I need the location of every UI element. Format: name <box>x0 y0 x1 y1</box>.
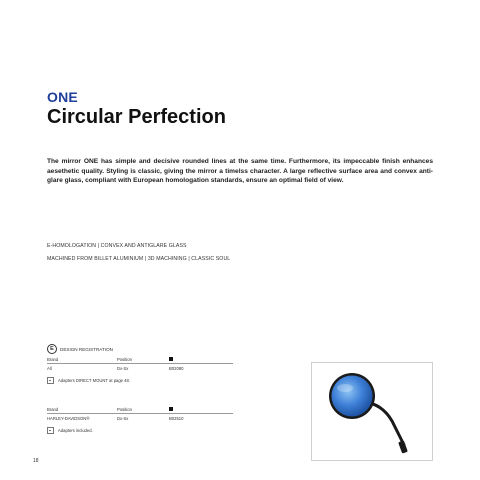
registration-icon: E <box>47 344 57 354</box>
feature-line-2: MACHINED FROM BILLET ALUMINIUM | 3D MACHINING | CLASSIC SOUL <box>47 256 231 262</box>
feature-line-1: E-HOMOLOGATION | CONVEX AND ANTIGLARE GLASS <box>47 243 187 249</box>
table-note <box>47 426 233 434</box>
note-icon <box>47 427 54 434</box>
cell-code: B02510 <box>169 415 184 421</box>
cell-brand: HARLEY-DAVIDSON® <box>47 415 90 421</box>
table-header <box>47 355 233 364</box>
cell-brand: All <box>47 365 52 371</box>
table-row <box>47 364 233 372</box>
table-row <box>47 414 233 422</box>
product-description: The mirror ONE has simple and decisive rounded lines at the same time. Furthermore, its impeccable finish enhances aesethetic quality. Styling is classic, giving the mirror a timelss character. A large reflective surface area and convex anti-glare glass, compliant with European homologation standards, ensure an optimal field of view. <box>47 158 433 185</box>
header-code-icon <box>169 407 189 412</box>
page-title: Circular Perfection <box>47 106 226 128</box>
header-position: Position <box>117 406 132 412</box>
table-header <box>47 405 233 414</box>
table-note <box>47 376 233 384</box>
product-table-2 <box>47 405 233 434</box>
cell-position: Dx-Sx <box>117 365 129 371</box>
cell-position: Dx-Sx <box>117 415 129 421</box>
note-text: Adapters DIRECT MOUNT at page 48. <box>58 377 130 383</box>
mirror-image <box>312 363 432 460</box>
page-number: 18 <box>33 458 39 464</box>
note-text: Adapters included. <box>58 427 93 433</box>
registration-label: DESIGN REGISTRATION <box>60 346 114 352</box>
product-table-1 <box>47 355 233 384</box>
design-registration <box>47 344 113 354</box>
header-brand: Brand <box>47 356 59 362</box>
product-subtitle: ONE <box>47 89 78 105</box>
product-image-frame <box>311 362 433 461</box>
header-code-icon <box>169 357 189 362</box>
header-position: Position <box>117 356 132 362</box>
note-icon <box>47 377 54 384</box>
header-brand: Brand <box>47 406 59 412</box>
cell-code: B02080 <box>169 365 184 371</box>
